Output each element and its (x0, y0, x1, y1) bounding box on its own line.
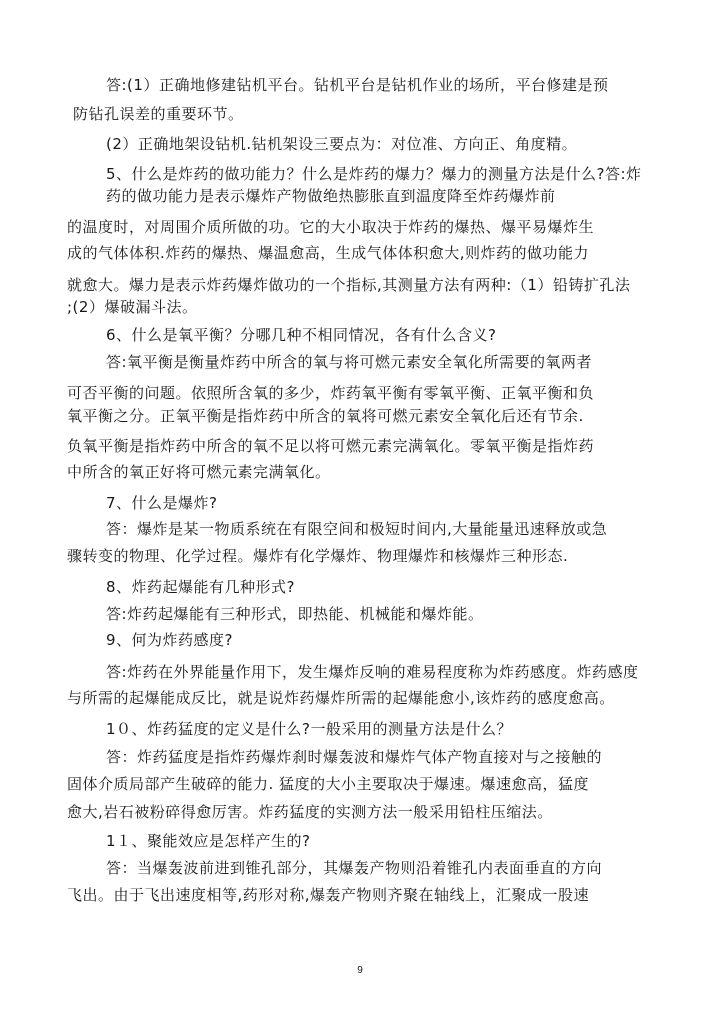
text-line: 答：爆炸是某一物质系统在有限空间和极短时间内,大量能量迅速释放或急 (106, 520, 608, 538)
text-line: 答:(1）正确地修建钻机平台。钻机平台是钻机作业的场所，平台修建是预 (106, 76, 609, 94)
text-line: 答:炸药起爆能有三种形式，即热能、机械能和爆炸能。 (106, 605, 484, 623)
text-line: (2）正确地架设钻机.钻机架设三要点为：对位准、方向正、角度精。 (106, 135, 578, 153)
text-line: 的温度时，对周围介质所做的功。它的大小取决于炸药的爆热、爆平易爆炸生 (67, 218, 595, 236)
text-line: 中所含的氧正好将可燃元素完满氧化。 (67, 463, 331, 481)
text-line: 9、何为炸药感度? (106, 631, 234, 649)
text-line: 愈大,岩石被粉碎得愈厉害。炸药猛度的实测方法一般采用铅柱压缩法。 (67, 803, 553, 821)
text-line: 1１、聚能效应是怎样产生的? (106, 832, 311, 850)
text-line: 答:炸药在外界能量作用下，发生爆炸反响的难易程度称为炸药感度。炸药感度 (106, 663, 639, 681)
text-line: 飞出。由于飞出速度相等,药形对称,爆轰产物则齐聚在轴线上，汇聚成一股速 (67, 886, 590, 904)
text-line: 药的做功能力是表示爆炸产物做绝热膨胀直到温度降至炸药爆炸前 (106, 187, 556, 205)
text-line: 答：炸药猛度是指炸药爆炸刹时爆轰波和爆炸气体产物直接对与之接触的 (106, 748, 603, 766)
text-line: 8、炸药起爆能有几种形式? (106, 578, 296, 596)
text-line: 就愈大。爆力是表示炸药爆炸做功的一个指标,其测量方法有两种:（1）铅铸扩孔法 (67, 276, 631, 294)
text-line: 负氧平衡是指炸药中所含的氧不足以将可燃元素完满氧化。零氧平衡是指炸药 (67, 437, 595, 455)
text-line: 与所需的起爆能成反比，就是说炸药爆炸所需的起爆能愈小,该炸药的感度愈高。 (67, 689, 615, 707)
text-line: ;(2）爆破漏斗法。 (67, 298, 198, 316)
text-line: 可否平衡的问题。依照所含氧的多少，炸药氧平衡有零氧平衡、正氧平衡和负 (67, 384, 595, 402)
text-line: 氧平衡之分。正氧平衡是指炸药中所含的氧将可燃元素安全氧化后还有节余. (67, 407, 584, 425)
text-line: 骤转变的物理、化学过程。爆炸有化学爆炸、物理爆炸和核爆炸三种形态. (67, 547, 569, 565)
text-line: 1０、炸药猛度的定义是什么?一般采用的测量方法是什么？ (106, 720, 513, 738)
text-line: 6、什么是氧平衡？分哪几种不相同情况，各有什么含义? (106, 326, 497, 344)
page-number: 9 (357, 965, 363, 976)
text-line: 5、什么是炸药的做功能力？什么是炸药的爆力？爆力的测量方法是什么?答:炸 (106, 165, 642, 183)
text-line: 答：当爆轰波前进到锥孔部分，其爆轰产物则沿着锥孔内表面垂直的方向 (106, 859, 603, 877)
text-line: 成的气体体积.炸药的爆热、爆温愈高，生成气体体积愈大,则炸药的做功能力 (67, 244, 590, 262)
text-line: 7、什么是爆炸? (106, 494, 218, 512)
text-line: 固体介质局部产生破碎的能力. 猛度的大小主要取决于爆速。爆速愈高，猛度 (67, 775, 590, 793)
text-line: 防钻孔误差的重要环节。 (73, 105, 244, 123)
text-line: 答:氧平衡是衡量炸药中所含的氧与将可燃元素安全氧化所需要的氧两者 (106, 353, 593, 371)
